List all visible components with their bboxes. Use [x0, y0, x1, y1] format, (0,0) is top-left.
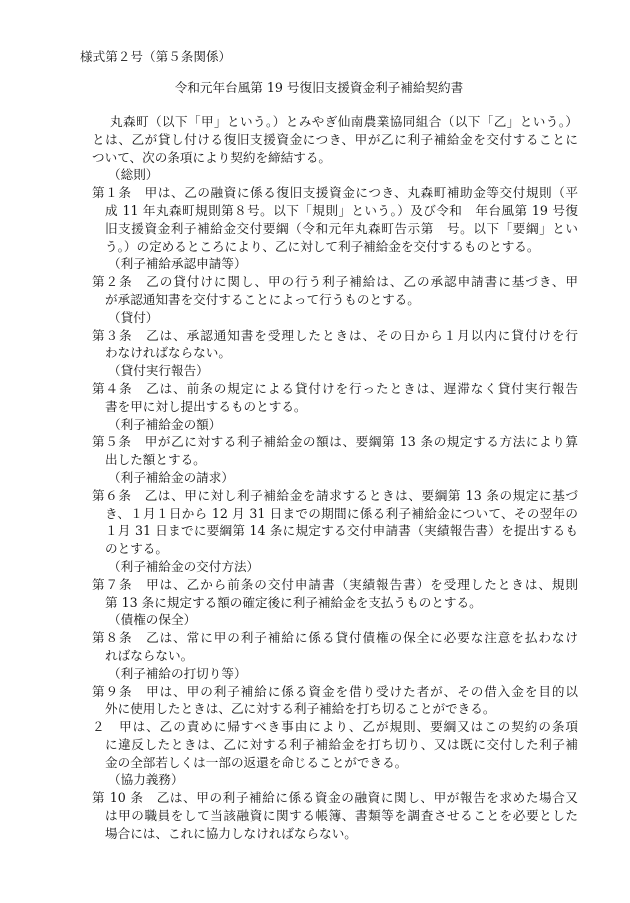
article-line: のとする。 — [105, 541, 168, 557]
article-line: が承認通知書を交付することによって行うものとする。 — [105, 291, 420, 307]
article-line: 出した額とする。 — [105, 452, 206, 468]
article-clause-line: ２ 甲は、乙の責めに帰すべき事由により、乙が規則、要綱又はこの契約の条項 — [92, 719, 578, 735]
article-line: 第９条 甲は、甲の利子補給に係る資金を借り受けた者が、その借入金を目的以 — [92, 683, 578, 699]
article-line: 第６条 乙は、甲に対し利子補給金を請求するときは、要綱第 13 条の規定に基づ — [92, 487, 578, 503]
article-line: 書を甲に対し提出するものとする。 — [105, 398, 307, 414]
article-line: き、１月１日から 12 月 31 日までの期間に係る利子補給金について、その翌年の — [105, 505, 578, 521]
preamble-line: 丸森町（以下「甲」という。）とみやぎ仙南農業協同組合（以下「乙」という。） — [110, 114, 578, 129]
article-line: １月 31 日までに要綱第 14 条に規定する交付申請書（実績報告書）を提出するも — [105, 523, 578, 539]
article-line: 外に使用したときは、乙に対する利子補給を打ち切ることができる。 — [105, 701, 496, 717]
article-heading: （利子補給金の額） — [108, 416, 222, 432]
article-line: 第４条 乙は、前条の規定による貸付けを行ったときは、遅滞なく貸付実行報告 — [92, 380, 578, 396]
article-5 — [92, 416, 578, 469]
document-title: 令和元年台風第 19 号復旧支援資金利子補給契約書 — [174, 80, 464, 95]
preamble-line: とは、乙が貸し付ける復旧支援資金につき、甲が乙に利子補給金を交付することに — [92, 131, 578, 147]
article-heading: （総則） — [108, 167, 159, 183]
article-line: 第２条 乙の貸付けに関し、甲の行う利子補給は、乙の承認申請書に基づき、甲 — [92, 274, 578, 290]
article-heading: （貸付実行報告） — [108, 363, 209, 379]
article-line: ればならない。 — [105, 647, 194, 663]
article-line: 第５条 甲が乙に対する利子補給金の額は、要綱第 13 条の規定する方法により算 — [92, 434, 578, 450]
article-heading: （利子補給金の交付方法） — [108, 558, 260, 574]
article-clause-line: 金の全部若しくは一部の返還を命じることができる。 — [105, 754, 408, 770]
article-line: 第 10 条 乙は、甲の利子補給に係る資金の融資に関し、甲が報告を求めた場合又 — [92, 790, 578, 806]
article-1 — [92, 166, 578, 255]
article-line: 旧支援資金利子補給金交付要綱（令和元年丸森町告示第 号。以下「要綱」とい — [105, 220, 578, 236]
article-heading: （利子補給金の請求） — [108, 469, 234, 485]
article-3 — [92, 309, 578, 362]
article-line: 第３条 乙は、承認通知書を受理したときは、その日から１月以内に貸付けを行 — [92, 327, 578, 343]
article-line: 場合には、これに協力しなければならない。 — [105, 825, 357, 841]
article-7 — [92, 558, 578, 611]
article-10 — [92, 771, 578, 842]
article-line: わなければならない。 — [105, 345, 231, 361]
article-9 — [92, 665, 578, 772]
preamble — [92, 113, 578, 166]
article-6 — [92, 469, 578, 558]
article-clause-line: に違反したときは、乙に対する利子補給金を打ち切り、又は既に交付した利子補 — [105, 736, 578, 752]
article-line: 成 11 年丸森町規則第８号。以下「規則」という。）及び令和 年台風第 19 号復 — [105, 202, 578, 218]
document-body — [92, 113, 578, 843]
article-2 — [92, 255, 578, 308]
article-8 — [92, 611, 578, 664]
article-line: 第７条 甲は、乙から前条の交付申請書（実績報告書）を受理したときは、規則 — [92, 576, 578, 592]
article-heading: （債権の保全） — [108, 612, 197, 628]
form-label: 様式第２号（第５条関係） — [80, 49, 232, 64]
article-heading: （貸付） — [108, 309, 159, 325]
article-line: 第８条 乙は、常に甲の利子補給に係る貸付債権の保全に必要な注意を払わなけ — [92, 630, 578, 646]
preamble-line: ついて、次の条項により契約を締結する。 — [92, 149, 332, 165]
article-heading: （利子補給承認申請等） — [108, 256, 247, 272]
article-heading: （協力義務） — [108, 772, 184, 788]
article-line: 第１条 甲は、乙の融資に係る復旧支援資金につき、丸森町補助金等交付規則（平 — [92, 185, 578, 201]
article-4 — [92, 362, 578, 415]
article-heading: （利子補給の打切り等） — [108, 665, 247, 681]
article-line: は甲の職員をして当該融資に関する帳簿、書類等を調査させることを必要とした — [105, 808, 578, 824]
article-line: 第 13 条に規定する額の確定後に利子補給金を支払うものとする。 — [105, 594, 482, 610]
article-line: う。）の定めるところにより、乙に対して利子補給金を交付するものとする。 — [105, 238, 540, 254]
